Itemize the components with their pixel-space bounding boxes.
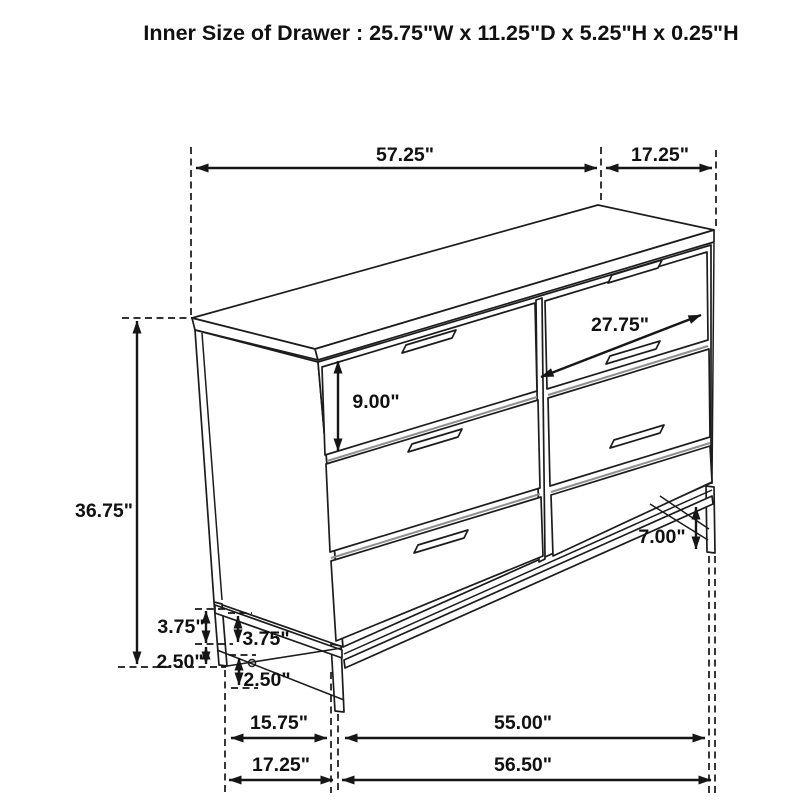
dim-label-height: 36.75" (74, 500, 134, 522)
dim-label-drawer-width: 27.75" (590, 314, 650, 336)
dim-label-base-depth-inner: 15.75" (249, 712, 309, 734)
dim-label-top-width: 57.25" (375, 144, 435, 166)
dim-label-base-width: 56.50" (493, 754, 553, 776)
right-edge (712, 243, 714, 484)
dim-label-side-rail: 3.75" (157, 616, 205, 638)
dim-label-top-depth: 17.25" (630, 144, 690, 166)
dim-label-front-rail: 3.75" (242, 628, 290, 650)
dim-label-side-foot: 2.50" (156, 651, 204, 673)
dim-label-front-foot: 2.50" (243, 669, 291, 691)
dim-label-base-depth: 17.25" (251, 754, 311, 776)
dim-label-clearance: 7.00" (638, 526, 686, 548)
dim-label-base-width-inner: 55.00" (493, 712, 553, 734)
dim-label-drawer-height: 9.00" (352, 391, 400, 413)
diagram-title: Inner Size of Drawer : 25.75"W x 11.25"D x 5.25"H x 0.25"H (143, 21, 739, 45)
